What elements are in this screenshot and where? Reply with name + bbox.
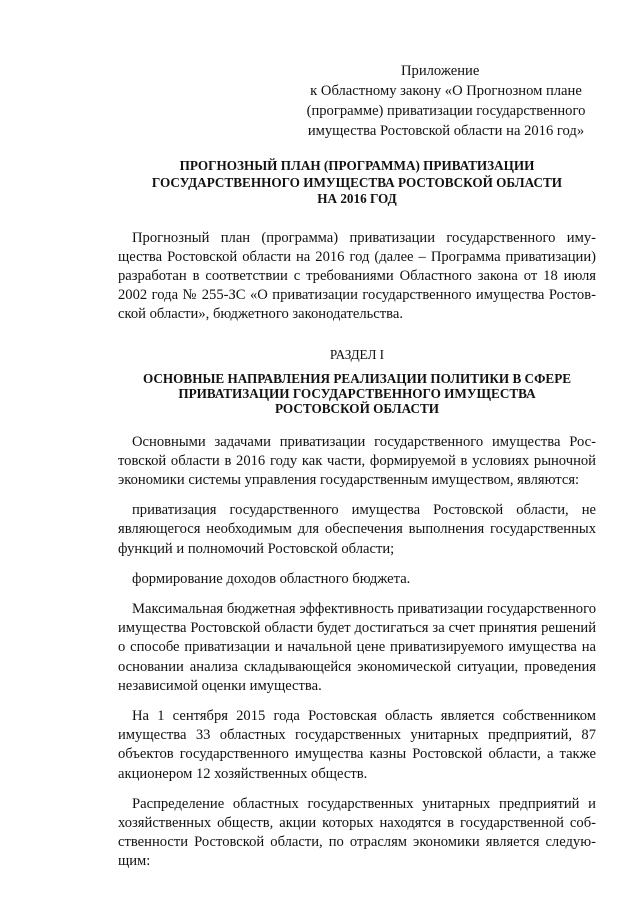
intro-paragraph: Прогнозный план (программа) приватизации государственного имущества Ростовской области на 2016 год (далее – Программа приватизации) разработан в соответствии с требованиями Областного закона от 18 июля 2002 года № 255-ЗС «О приватизации государственного имущества Ростовской области», бюджетного законодательства. — [118, 229, 596, 323]
body-paragraph: формирование доходов областного бюджета. — [132, 570, 411, 587]
title-line: ГОСУДАРСТВЕННОГО ИМУЩЕСТВА РОСТОВСКОЙ ОБЛАСТИ — [151, 174, 563, 190]
document-content — [118, 158, 596, 883]
section-title-line: РОСТОВСКОЙ ОБЛАСТИ — [274, 400, 440, 416]
section-title-line: ОСНОВНЫЕ НАПРАВЛЕНИЯ РЕАЛИЗАЦИИ ПОЛИТИКИ В СФЕРЕ — [142, 370, 572, 386]
appendix-line: к Областному закону «О Прогнозном плане — [310, 83, 582, 99]
body-paragraph: Максимальная бюджетная эффективность приватизации государственного имущества Ростовской области будет достигаться за счет принятия решений о способе приватизации и начальной цене приватизируемого имущества на основании анализа складывающейся экономической ситуации, проведения независимой оценки имущества. — [118, 600, 596, 694]
section-title-line: ПРИВАТИЗАЦИИ ГОСУДАРСТВЕННОГО ИМУЩЕСТВА — [178, 385, 536, 401]
body-paragraph: Основными задачами приватизации государственного имущества Ростовской области в 2016 году как части, формируемой в условиях рыночной экономики системы управления государственным имуществом, являются: — [118, 433, 596, 488]
section-label: РАЗДЕЛ I — [329, 346, 385, 362]
title-line: НА 2016 ГОД — [317, 191, 397, 206]
body-paragraph: На 1 сентября 2015 года Ростовская область является собственником имущества 33 областных государственных унитарных предприятий, 87 объектов государственного имущества казны Ростовской области, а также акционером 12 хозяйственных обществ. — [118, 707, 596, 782]
body-paragraph: Распределение областных государственных унитарных предприятий и хозяйственных обществ, акции которых находятся в государственной собственности Ростовской области, по отраслям экономики является следующим: — [118, 795, 596, 870]
document-title — [118, 158, 596, 208]
title-line: ПРОГНОЗНЫЙ ПЛАН (ПРОГРАММА) ПРИВАТИЗАЦИИ — [179, 158, 535, 173]
section-title — [118, 371, 596, 416]
appendix-line: имущества Ростовской области на 2016 год» — [307, 123, 585, 139]
appendix-line: (программе) приватизации государственного — [306, 103, 586, 119]
appendix-block — [296, 61, 596, 141]
body-paragraph: приватизация государственного имущества Ростовской области, не являющегося необходимым для обеспечения выполнения государственных функций и полномочий Ростовской области; — [118, 502, 596, 557]
appendix-label: Приложение — [401, 63, 480, 79]
